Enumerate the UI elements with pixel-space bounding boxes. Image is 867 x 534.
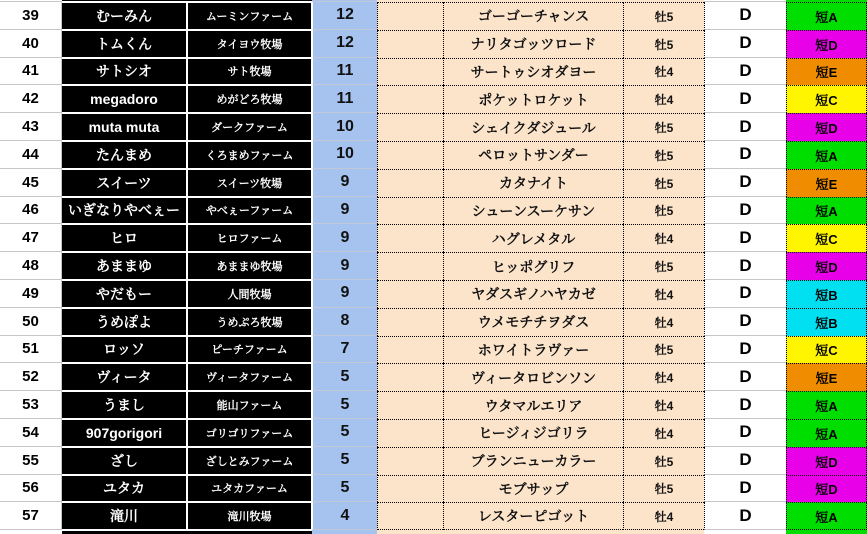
empty-cell[interactable]	[377, 447, 443, 475]
row-number-cell[interactable]: 45	[0, 169, 62, 197]
partial-row-bottom-cell	[623, 530, 704, 534]
partial-row-bottom-cell	[187, 530, 312, 534]
grade-cell[interactable]: D	[704, 391, 786, 419]
horse-name-cell[interactable]: カタナイト	[443, 169, 623, 197]
farm-name-cell[interactable]: 人間牧場	[187, 280, 312, 308]
grade-cell[interactable]: D	[704, 252, 786, 280]
empty-cell[interactable]	[377, 141, 443, 169]
aptitude-badge[interactable]: 短B	[786, 308, 867, 336]
empty-cell[interactable]	[377, 419, 443, 447]
points-cell[interactable]: 5	[312, 419, 377, 447]
farm-name-cell[interactable]: ゴリゴリファーム	[187, 419, 312, 447]
owner-name-cell[interactable]: ユタカ	[62, 475, 187, 503]
sex-age-cell[interactable]: 牡4	[623, 308, 704, 336]
row-number-cell[interactable]: 48	[0, 252, 62, 280]
grade-cell[interactable]: D	[704, 141, 786, 169]
empty-cell[interactable]	[377, 391, 443, 419]
row-number-cell[interactable]: 54	[0, 419, 62, 447]
owner-name-cell[interactable]: たんまめ	[62, 141, 187, 169]
points-cell[interactable]: 9	[312, 197, 377, 225]
aptitude-badge[interactable]: 短A	[786, 141, 867, 169]
points-cell[interactable]: 12	[312, 2, 377, 30]
points-cell[interactable]: 5	[312, 447, 377, 475]
empty-cell[interactable]	[377, 30, 443, 58]
aptitude-badge[interactable]: 短D	[786, 475, 867, 503]
grade-cell[interactable]: D	[704, 336, 786, 364]
sex-age-cell[interactable]: 牡4	[623, 280, 704, 308]
points-cell[interactable]: 11	[312, 58, 377, 86]
sex-age-cell[interactable]: 牡5	[623, 113, 704, 141]
horse-name-cell[interactable]: ブランニューカラー	[443, 447, 623, 475]
owner-name-cell[interactable]: megadoro	[62, 85, 187, 113]
sex-age-cell[interactable]: 牡4	[623, 419, 704, 447]
grade-cell[interactable]: D	[704, 419, 786, 447]
grade-cell[interactable]: D	[704, 197, 786, 225]
sex-age-cell[interactable]: 牡5	[623, 447, 704, 475]
aptitude-badge[interactable]: 短D	[786, 447, 867, 475]
partial-row-bottom-cell	[443, 530, 623, 534]
farm-name-cell[interactable]: めがどろ牧場	[187, 85, 312, 113]
aptitude-badge[interactable]: 短E	[786, 58, 867, 86]
row-number-cell[interactable]: 51	[0, 336, 62, 364]
horse-name-cell[interactable]: ウメモチチヲダス	[443, 308, 623, 336]
aptitude-badge[interactable]: 短C	[786, 85, 867, 113]
grade-cell[interactable]: D	[704, 30, 786, 58]
aptitude-badge[interactable]: 短A	[786, 391, 867, 419]
row-number-cell[interactable]: 41	[0, 58, 62, 86]
horse-name-cell[interactable]: ゴーゴーチャンス	[443, 2, 623, 30]
empty-cell[interactable]	[377, 2, 443, 30]
aptitude-badge[interactable]: 短D	[786, 30, 867, 58]
empty-cell[interactable]	[377, 113, 443, 141]
farm-name-cell[interactable]: やべぇーファーム	[187, 197, 312, 225]
partial-row-bottom-cell	[312, 530, 377, 534]
points-cell[interactable]: 9	[312, 280, 377, 308]
points-cell[interactable]: 12	[312, 30, 377, 58]
farm-name-cell[interactable]: スイーツ牧場	[187, 169, 312, 197]
points-cell[interactable]: 8	[312, 308, 377, 336]
aptitude-badge[interactable]: 短B	[786, 280, 867, 308]
grade-cell[interactable]: D	[704, 58, 786, 86]
grade-cell[interactable]: D	[704, 169, 786, 197]
points-cell[interactable]: 9	[312, 252, 377, 280]
owner-name-cell[interactable]: いぎなりやべぇー	[62, 197, 187, 225]
aptitude-badge[interactable]: 短C	[786, 336, 867, 364]
sex-age-cell[interactable]: 牡5	[623, 141, 704, 169]
points-cell[interactable]: 4	[312, 502, 377, 530]
row-number-cell[interactable]: 55	[0, 447, 62, 475]
sex-age-cell[interactable]: 牡4	[623, 391, 704, 419]
farm-name-cell[interactable]: ムーミンファーム	[187, 2, 312, 30]
empty-cell[interactable]	[377, 280, 443, 308]
horse-name-cell[interactable]: シューンスーケサン	[443, 197, 623, 225]
owner-name-cell[interactable]: あままゆ	[62, 252, 187, 280]
points-cell[interactable]: 11	[312, 85, 377, 113]
farm-name-cell[interactable]: ダークファーム	[187, 113, 312, 141]
aptitude-badge[interactable]: 短A	[786, 502, 867, 530]
aptitude-badge[interactable]: 短C	[786, 224, 867, 252]
sex-age-cell[interactable]: 牡4	[623, 224, 704, 252]
farm-name-cell[interactable]: あままゆ牧場	[187, 252, 312, 280]
aptitude-badge[interactable]: 短E	[786, 363, 867, 391]
owner-name-cell[interactable]: うめぽよ	[62, 308, 187, 336]
sex-age-cell[interactable]: 牡5	[623, 475, 704, 503]
empty-cell[interactable]	[377, 336, 443, 364]
grade-cell[interactable]: D	[704, 447, 786, 475]
horse-name-cell[interactable]: ヴィータロビンソン	[443, 363, 623, 391]
horse-name-cell[interactable]: シェイクダジュール	[443, 113, 623, 141]
grade-cell[interactable]: D	[704, 2, 786, 30]
horse-name-cell[interactable]: サートゥシオダヨー	[443, 58, 623, 86]
partial-row-bottom-cell	[0, 530, 62, 534]
empty-cell[interactable]	[377, 169, 443, 197]
horse-name-cell[interactable]: ホワイトラヴァー	[443, 336, 623, 364]
points-cell[interactable]: 10	[312, 141, 377, 169]
row-number-cell[interactable]: 42	[0, 85, 62, 113]
horse-name-cell[interactable]: ヒージィジゴリラ	[443, 419, 623, 447]
owner-name-cell[interactable]: ヴィータ	[62, 363, 187, 391]
row-number-cell[interactable]: 53	[0, 391, 62, 419]
empty-cell[interactable]	[377, 58, 443, 86]
aptitude-badge[interactable]: 短D	[786, 113, 867, 141]
empty-cell[interactable]	[377, 85, 443, 113]
empty-cell[interactable]	[377, 224, 443, 252]
sex-age-cell[interactable]: 牡5	[623, 169, 704, 197]
farm-name-cell[interactable]: ヴィータファーム	[187, 363, 312, 391]
owner-name-cell[interactable]: トムくん	[62, 30, 187, 58]
grade-cell[interactable]: D	[704, 363, 786, 391]
owner-name-cell[interactable]: スイーツ	[62, 169, 187, 197]
farm-name-cell[interactable]: ユタカファーム	[187, 475, 312, 503]
points-cell[interactable]: 10	[312, 113, 377, 141]
sex-age-cell[interactable]: 牡5	[623, 336, 704, 364]
grade-cell[interactable]: D	[704, 475, 786, 503]
sex-age-cell[interactable]: 牡4	[623, 58, 704, 86]
points-cell[interactable]: 9	[312, 224, 377, 252]
points-cell[interactable]: 9	[312, 169, 377, 197]
partial-row-bottom-cell	[786, 530, 867, 534]
owner-name-cell[interactable]: muta muta	[62, 113, 187, 141]
aptitude-badge[interactable]: 短E	[786, 169, 867, 197]
farm-name-cell[interactable]: くろまめファーム	[187, 141, 312, 169]
row-number-cell[interactable]: 50	[0, 308, 62, 336]
row-number-cell[interactable]: 56	[0, 475, 62, 503]
owner-name-cell[interactable]: ヒロ	[62, 224, 187, 252]
empty-cell[interactable]	[377, 197, 443, 225]
horse-name-cell[interactable]: ナリタゴッツロード	[443, 30, 623, 58]
sex-age-cell[interactable]: 牡4	[623, 85, 704, 113]
aptitude-badge[interactable]: 短D	[786, 252, 867, 280]
owner-name-cell[interactable]: むーみん	[62, 2, 187, 30]
grade-cell[interactable]: D	[704, 308, 786, 336]
grade-cell[interactable]: D	[704, 502, 786, 530]
row-number-cell[interactable]: 40	[0, 30, 62, 58]
grade-cell[interactable]: D	[704, 224, 786, 252]
aptitude-badge[interactable]: 短A	[786, 197, 867, 225]
points-cell[interactable]: 7	[312, 336, 377, 364]
row-number-cell[interactable]: 52	[0, 363, 62, 391]
owner-name-cell[interactable]: 滝川	[62, 502, 187, 530]
row-number-cell[interactable]: 44	[0, 141, 62, 169]
row-number-cell[interactable]: 46	[0, 197, 62, 225]
row-number-cell[interactable]: 49	[0, 280, 62, 308]
row-number-cell[interactable]: 39	[0, 2, 62, 30]
horse-name-cell[interactable]: ペロットサンダー	[443, 141, 623, 169]
partial-row-bottom-cell	[62, 530, 187, 534]
horse-name-cell[interactable]: モブサップ	[443, 475, 623, 503]
horse-name-cell[interactable]: ハグレメタル	[443, 224, 623, 252]
sex-age-cell[interactable]: 牡4	[623, 502, 704, 530]
owner-name-cell[interactable]: ざし	[62, 447, 187, 475]
farm-name-cell[interactable]: ピーチファーム	[187, 336, 312, 364]
row-number-cell[interactable]: 57	[0, 502, 62, 530]
sex-age-cell[interactable]: 牡5	[623, 197, 704, 225]
horse-name-cell[interactable]: ヤダスギノハヤカゼ	[443, 280, 623, 308]
farm-name-cell[interactable]: サト牧場	[187, 58, 312, 86]
sex-age-cell[interactable]: 牡5	[623, 30, 704, 58]
farm-name-cell[interactable]: うめぷろ牧場	[187, 308, 312, 336]
grade-cell[interactable]: D	[704, 113, 786, 141]
horse-name-cell[interactable]: ポケットロケット	[443, 85, 623, 113]
row-number-cell[interactable]: 43	[0, 113, 62, 141]
aptitude-badge[interactable]: 短A	[786, 2, 867, 30]
empty-cell[interactable]	[377, 308, 443, 336]
owner-name-cell[interactable]: ロッソ	[62, 336, 187, 364]
farm-name-cell[interactable]: 滝川牧場	[187, 502, 312, 530]
farm-name-cell[interactable]: 能山ファーム	[187, 391, 312, 419]
owner-name-cell[interactable]: やだもー	[62, 280, 187, 308]
grade-cell[interactable]: D	[704, 85, 786, 113]
points-cell[interactable]: 5	[312, 475, 377, 503]
empty-cell[interactable]	[377, 502, 443, 530]
farm-name-cell[interactable]: ヒロファーム	[187, 224, 312, 252]
empty-cell[interactable]	[377, 252, 443, 280]
points-cell[interactable]: 5	[312, 391, 377, 419]
grade-cell[interactable]: D	[704, 280, 786, 308]
horse-name-cell[interactable]: ウタマルエリア	[443, 391, 623, 419]
partial-row-bottom-cell	[377, 530, 443, 534]
sex-age-cell[interactable]: 牡5	[623, 2, 704, 30]
owner-name-cell[interactable]: サトシオ	[62, 58, 187, 86]
farm-name-cell[interactable]: ざしとみファーム	[187, 447, 312, 475]
aptitude-badge[interactable]: 短A	[786, 419, 867, 447]
empty-cell[interactable]	[377, 363, 443, 391]
sex-age-cell[interactable]: 牡4	[623, 363, 704, 391]
owner-name-cell[interactable]: 907gorigori	[62, 419, 187, 447]
sex-age-cell[interactable]: 牡5	[623, 252, 704, 280]
points-cell[interactable]: 5	[312, 363, 377, 391]
row-number-cell[interactable]: 47	[0, 224, 62, 252]
owner-name-cell[interactable]: うまし	[62, 391, 187, 419]
partial-row-bottom-cell	[704, 530, 786, 534]
horse-name-cell[interactable]: ヒッポグリフ	[443, 252, 623, 280]
horse-name-cell[interactable]: レスターピゴット	[443, 502, 623, 530]
empty-cell[interactable]	[377, 475, 443, 503]
farm-name-cell[interactable]: タイヨウ牧場	[187, 30, 312, 58]
